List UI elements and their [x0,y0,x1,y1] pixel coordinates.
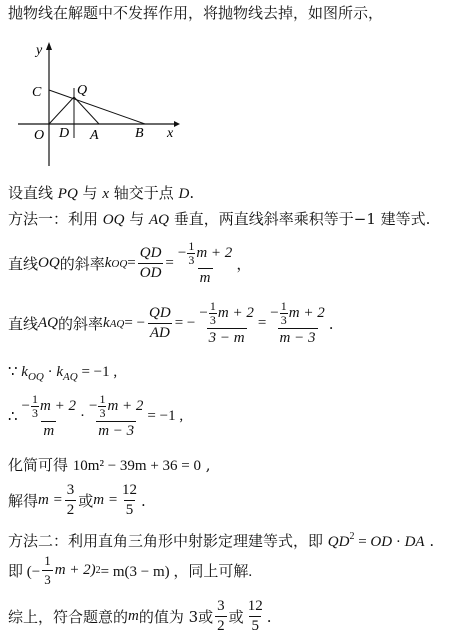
slope-aq-line: 直线 AQ 的斜率 k AQ = − $\frac{QD}{AD}$ = − − $\frac{1}{3}$ m + 2 3 − m = − $\frac{1}{3}$ m + 2 m − 3 . [8,299,334,346]
label-C: C [32,85,42,100]
fraction-qd-od: $\frac{QD}{OD}$ [139,245,162,281]
label-x: x [167,126,174,141]
fraction-3-2: $\frac{3}{2}$ [66,482,75,518]
fraction-t2: − $\frac{1}{3}$ m + 2 m − 3 [88,392,144,439]
simplify-line: 化简可得 10m² − 39m + 36 = 0 , [8,456,211,474]
slope-oq-line: 直线 OQ 的斜率 k OQ = $\frac{QD}{OD}$ = − $\frac{1}{3}$ m + 2 m ， [8,239,252,286]
conclusion-line: 综上，符合题意的 m 的值为 3或 $\frac{3}{2}$ 或 $\frac{12}{5}$ . [8,598,272,634]
fraction-c-12-5: $\frac{12}{5}$ [247,598,263,634]
label-y: y [36,43,43,58]
label-O: O [34,128,45,143]
fraction-aq-1: − $\frac{1}{3}$ m + 2 3 − m [199,299,254,346]
solve-line: 解得 m = $\frac{3}{2}$ 或 m = $\frac{12}{5}$ . [8,482,146,518]
line-OQ [49,97,74,124]
because-line: ∵ $k_{OQ} \cdot k_{AQ} = -1$ , [8,364,118,383]
x-axis-arrow [174,121,180,127]
fraction-1-3: $\frac{1}{3}$ [44,553,51,587]
method-two: 方法二：利用直角三角形中射影定理建等式，即 $QD^2$ = OD · DA . [8,531,435,550]
label-Q: Q [77,83,88,98]
fraction-aq-2: − $\frac{1}{3}$ m + 2 m − 3 [270,299,325,346]
label-B: B [135,126,144,141]
label-A: A [90,128,99,143]
line-QA [74,97,99,124]
therefore-line: ∴ − $\frac{1}{3}$ m + 2 m · − $\frac{1}{3}$ m + 2 m − 3 = −1 , [8,392,184,439]
coordinate-figure [14,38,184,176]
fraction-big-oq: − $\frac{1}{3}$ m + 2 m [177,239,233,286]
fraction-12-5: $\frac{12}{5}$ [121,482,137,518]
line-setup: 设直线 PQ 与 x 轴交于点 D. [8,184,195,202]
fraction-c-3-2: $\frac{3}{2}$ [217,598,225,634]
fraction-qd-ad: $\frac{QD}{AD}$ [149,305,171,341]
method-one: 方法一：利用 OQ 与 AQ 垂直，两直线斜率乘积等于−1 建等式. [8,210,431,228]
method-two-eq: 即 (− $\frac{1}{3}$ m + 2) 2 = m(3 − m) ，同上可解. [8,553,253,587]
fraction-t1: − $\frac{1}{3}$ m + 2 m [21,392,76,439]
y-axis-arrow [46,42,52,50]
intro-text: 抛物线在解题中不发挥作用，将抛物线去掉，如图所示， [8,4,384,22]
line-CB [49,90,145,124]
label-D: D [59,126,70,141]
